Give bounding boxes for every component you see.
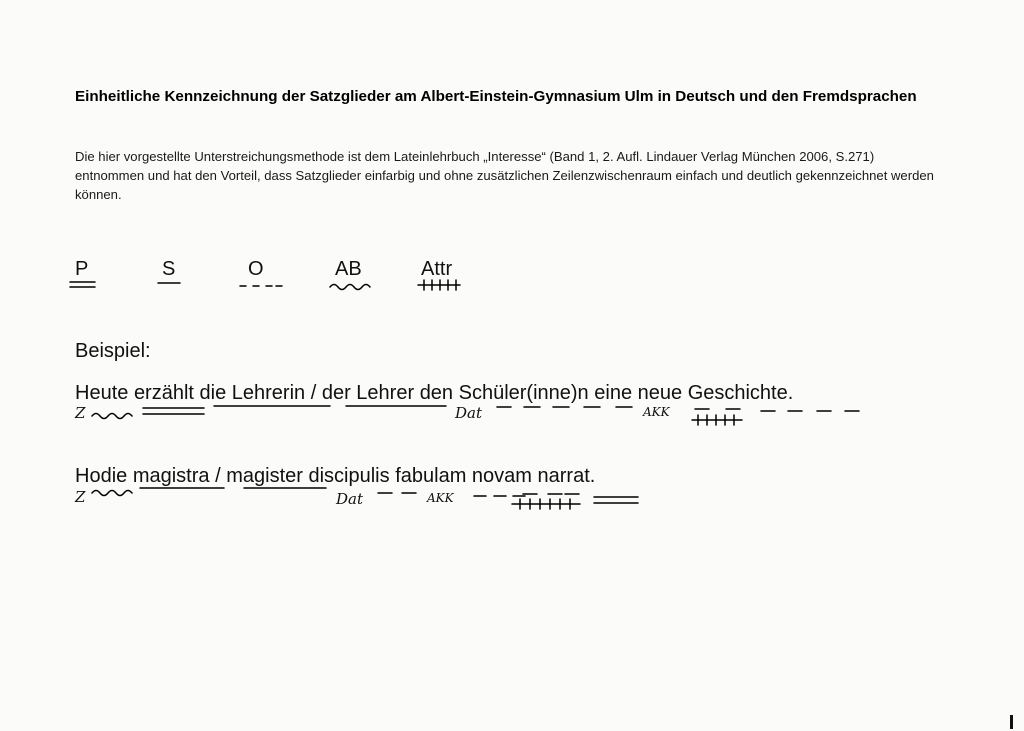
sentence2-marks — [92, 488, 638, 509]
word-eine: eine — [594, 382, 633, 404]
slash: / — [215, 465, 221, 487]
word-discipulis: discipulis — [308, 465, 390, 487]
handwritten-note-akk: AKK — [643, 405, 670, 419]
slash: / — [310, 382, 317, 404]
handwritten-note-akk: AKK — [427, 491, 454, 505]
word-narrat: narrat. — [537, 465, 596, 487]
legend-subject: S — [162, 258, 176, 280]
example-heading: Beispiel: — [75, 340, 151, 362]
legend-marks — [70, 280, 460, 290]
handwritten-note-z: Z — [75, 404, 86, 422]
word-neue: neue — [637, 382, 683, 404]
legend-predicate: P — [75, 258, 89, 280]
intro-paragraph: Die hier vorgestellte Unterstreichungsmethode ist dem Lateinlehrbuch „Interesse“ (Band 1, 2. Aufl. Lindauer Verlag München 2006, S.271) entnommen und hat den Vorteil, dass Satzglieder einfarbig und ohne zusätzlichen Zeilenzwischenraum einfach und deutlich gekennzeichnet werden können. — [75, 149, 934, 202]
word-die-lehrerin: die Lehrerin — [199, 382, 306, 404]
handwritten-note-dat: Dat — [336, 490, 363, 508]
word-novam: novam — [471, 465, 532, 487]
document-title: Einheitliche Kennzeichnung der Satzglieder am Albert-Einstein-Gymnasium Ulm in Deutsch und den Fremdsprachen — [75, 88, 917, 105]
scan-edge-mark — [1010, 715, 1013, 729]
word-magistra: magistra — [132, 465, 210, 487]
legend-adverbial: AB — [335, 258, 362, 280]
word-den-schueler-innen: den Schüler(inne)n — [419, 382, 589, 404]
word-fabulam: fabulam — [395, 465, 467, 487]
word-hodie: Hodie — [75, 465, 128, 487]
word-heute: Heute — [75, 382, 129, 404]
word-der-lehrer: der Lehrer — [321, 382, 415, 404]
word-geschichte: Geschichte. — [687, 382, 794, 404]
sentence1-marks — [92, 406, 859, 425]
legend-attribute: Attr — [421, 258, 453, 280]
handwritten-note-z: Z — [75, 488, 86, 506]
handwritten-note-dat: Dat — [455, 404, 482, 422]
word-magister: magister — [226, 465, 303, 487]
legend-object: O — [248, 258, 264, 280]
word-erzaehlt: erzählt — [133, 382, 194, 404]
